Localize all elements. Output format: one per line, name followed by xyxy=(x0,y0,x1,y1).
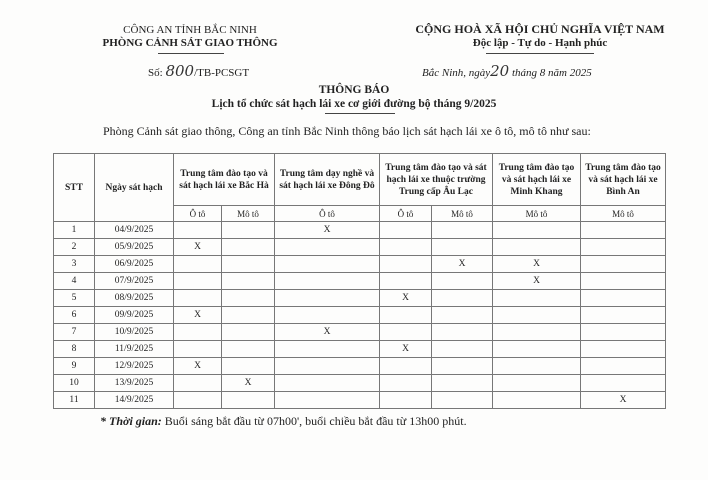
schedule-mark-cell xyxy=(174,290,222,307)
stt-cell: 1 xyxy=(54,222,95,239)
schedule-mark-cell xyxy=(275,239,380,256)
schedule-mark-cell xyxy=(275,341,380,358)
national-motto: Độc lập - Tự do - Hạnh phúc xyxy=(472,37,608,49)
subheader-vehicle-type: Mô tô xyxy=(493,206,581,222)
time-note xyxy=(100,414,467,429)
schedule-mark-cell xyxy=(432,341,493,358)
date-cell: 09/9/2025 xyxy=(95,307,174,324)
stt-cell: 3 xyxy=(54,256,95,273)
schedule-mark-cell xyxy=(380,375,432,392)
schedule-mark-cell xyxy=(275,375,380,392)
schedule-mark-cell xyxy=(222,239,275,256)
schedule-mark-cell xyxy=(222,256,275,273)
schedule-mark-cell: X xyxy=(493,256,581,273)
subheader-vehicle-type: Ô tô xyxy=(380,206,432,222)
schedule-mark-cell: X xyxy=(275,324,380,341)
table-row xyxy=(54,324,666,341)
date-cell: 08/9/2025 xyxy=(95,290,174,307)
table-row xyxy=(54,222,666,239)
subheader-vehicle-type: Mô tô xyxy=(222,206,275,222)
schedule-mark-cell xyxy=(581,239,666,256)
schedule-mark-cell xyxy=(432,307,493,324)
schedule-mark-cell xyxy=(380,358,432,375)
schedule-mark-cell: X xyxy=(581,392,666,409)
schedule-mark-cell xyxy=(432,358,493,375)
schedule-mark-cell: X xyxy=(380,341,432,358)
table-row xyxy=(54,375,666,392)
subheader-vehicle-type: Ô tô xyxy=(174,206,222,222)
schedule-mark-cell xyxy=(432,239,493,256)
table-row xyxy=(54,273,666,290)
schedule-mark-cell xyxy=(432,222,493,239)
date-cell: 10/9/2025 xyxy=(95,324,174,341)
schedule-mark-cell xyxy=(222,358,275,375)
schedule-mark-cell xyxy=(380,307,432,324)
table-row xyxy=(54,358,666,375)
so-number: 800 xyxy=(165,62,195,80)
department-name: PHÒNG CẢNH SÁT GIAO THÔNG xyxy=(102,37,278,49)
schedule-mark-cell xyxy=(581,256,666,273)
schedule-mark-cell xyxy=(380,256,432,273)
stt-cell: 6 xyxy=(54,307,95,324)
schedule-mark-cell xyxy=(222,324,275,341)
date-day: 20 xyxy=(490,62,510,80)
schedule-mark-cell xyxy=(493,307,581,324)
schedule-mark-cell xyxy=(581,358,666,375)
document-subtitle: Lịch tổ chức sát hạch lái xe cơ giới đường bộ tháng 9/2025 xyxy=(211,98,497,110)
schedule-mark-cell xyxy=(432,290,493,307)
schedule-mark-cell: X xyxy=(380,290,432,307)
schedule-mark-cell: X xyxy=(275,222,380,239)
schedule-mark-cell: X xyxy=(174,239,222,256)
schedule-mark-cell xyxy=(493,324,581,341)
header-bac-ha: Trung tâm đào tạo và sát hạch lái xe Bắc Hà xyxy=(174,154,275,206)
schedule-mark-cell xyxy=(275,307,380,324)
date-cell: 06/9/2025 xyxy=(95,256,174,273)
date-cell: 12/9/2025 xyxy=(95,358,174,375)
schedule-mark-cell xyxy=(493,222,581,239)
schedule-mark-cell: X xyxy=(222,375,275,392)
schedule-mark-cell xyxy=(275,290,380,307)
document-date xyxy=(422,62,592,80)
schedule-mark-cell xyxy=(432,392,493,409)
schedule-mark-cell xyxy=(432,273,493,290)
date-cell: 07/9/2025 xyxy=(95,273,174,290)
stt-cell: 2 xyxy=(54,239,95,256)
schedule-mark-cell xyxy=(380,273,432,290)
schedule-mark-cell xyxy=(380,239,432,256)
schedule-mark-cell: X xyxy=(174,307,222,324)
schedule-mark-cell xyxy=(174,256,222,273)
schedule-mark-cell xyxy=(380,324,432,341)
schedule-mark-cell xyxy=(222,341,275,358)
subheader-vehicle-type: Mô tô xyxy=(432,206,493,222)
schedule-mark-cell xyxy=(222,222,275,239)
schedule-mark-cell: X xyxy=(493,273,581,290)
note-text: Buổi sáng bắt đầu từ 07h00', buổi chiều bắt đầu từ 13h00 phút. xyxy=(164,414,467,428)
schedule-mark-cell xyxy=(222,273,275,290)
table-row xyxy=(54,256,666,273)
document-title: THÔNG BÁO xyxy=(318,84,390,96)
national-title: CỘNG HOÀ XÃ HỘI CHỦ NGHĨA VIỆT NAM xyxy=(415,22,665,36)
date-cell: 13/9/2025 xyxy=(95,375,174,392)
schedule-mark-cell xyxy=(174,341,222,358)
schedule-mark-cell xyxy=(493,358,581,375)
schedule-mark-cell xyxy=(275,273,380,290)
header-date: Ngày sát hạch xyxy=(95,154,174,222)
table-row xyxy=(54,392,666,409)
header-dong-do: Trung tâm dạy nghề và sát hạch lái xe Đông Đô xyxy=(275,154,380,206)
stt-cell: 8 xyxy=(54,341,95,358)
table-row xyxy=(54,290,666,307)
schedule-mark-cell xyxy=(380,392,432,409)
schedule-mark-cell xyxy=(174,222,222,239)
schedule-mark-cell xyxy=(275,256,380,273)
date-suffix: tháng 8 năm 2025 xyxy=(511,67,592,79)
divider xyxy=(158,53,224,54)
header-stt: STT xyxy=(54,154,95,222)
schedule-mark-cell xyxy=(581,324,666,341)
table-row xyxy=(54,239,666,256)
schedule-mark-cell xyxy=(493,290,581,307)
date-cell: 14/9/2025 xyxy=(95,392,174,409)
agency-name: CÔNG AN TỈNH BẮC NINH xyxy=(123,24,257,36)
schedule-mark-cell xyxy=(275,392,380,409)
so-suffix: /TB-PCSGT xyxy=(194,67,250,79)
date-cell: 05/9/2025 xyxy=(95,239,174,256)
schedule-mark-cell xyxy=(174,324,222,341)
schedule-mark-cell xyxy=(581,222,666,239)
table-row xyxy=(54,341,666,358)
schedule-mark-cell xyxy=(581,307,666,324)
schedule-mark-cell xyxy=(581,341,666,358)
date-cell: 11/9/2025 xyxy=(95,341,174,358)
subheader-vehicle-type: Ô tô xyxy=(275,206,380,222)
schedule-mark-cell xyxy=(493,341,581,358)
schedule-mark-cell xyxy=(222,290,275,307)
stt-cell: 7 xyxy=(54,324,95,341)
divider xyxy=(325,113,395,114)
schedule-mark-cell xyxy=(222,307,275,324)
schedule-mark-cell xyxy=(581,273,666,290)
schedule-mark-cell xyxy=(380,222,432,239)
schedule-mark-cell xyxy=(275,358,380,375)
subheader-vehicle-type: Mô tô xyxy=(581,206,666,222)
schedule-mark-cell xyxy=(174,375,222,392)
header-binh-an: Trung tâm đào tạo và sát hạch lái xe Bình An xyxy=(581,154,666,206)
schedule-mark-cell xyxy=(432,375,493,392)
header-au-lac: Trung tâm đào tạo và sát hạch lái xe thuộc trường Trung cấp Âu Lạc xyxy=(380,154,493,206)
stt-cell: 11 xyxy=(54,392,95,409)
header-minh-khang: Trung tâm đào tạo và sát hạch lái xe Minh Khang xyxy=(493,154,581,206)
schedule-mark-cell xyxy=(493,239,581,256)
date-prefix: Bắc Ninh, ngày xyxy=(422,67,491,79)
schedule-mark-cell xyxy=(581,290,666,307)
schedule-mark-cell xyxy=(174,273,222,290)
schedule-mark-cell xyxy=(581,375,666,392)
schedule-table xyxy=(53,153,666,409)
schedule-mark-cell: X xyxy=(432,256,493,273)
table-row xyxy=(54,307,666,324)
stt-cell: 5 xyxy=(54,290,95,307)
note-label: * Thời gian: xyxy=(100,414,162,428)
schedule-mark-cell xyxy=(432,324,493,341)
schedule-mark-cell xyxy=(174,392,222,409)
document-number xyxy=(148,62,249,80)
schedule-mark-cell xyxy=(493,375,581,392)
divider xyxy=(486,53,594,54)
stt-cell: 10 xyxy=(54,375,95,392)
date-cell: 04/9/2025 xyxy=(95,222,174,239)
so-label: Số: xyxy=(148,67,163,79)
stt-cell: 9 xyxy=(54,358,95,375)
intro-text: Phòng Cảnh sát giao thông, Công an tỉnh Bắc Ninh thông báo lịch sát hạch lái xe ô tô, mô tô như sau: xyxy=(103,124,591,138)
stt-cell: 4 xyxy=(54,273,95,290)
schedule-mark-cell: X xyxy=(174,358,222,375)
schedule-mark-cell xyxy=(493,392,581,409)
schedule-mark-cell xyxy=(222,392,275,409)
